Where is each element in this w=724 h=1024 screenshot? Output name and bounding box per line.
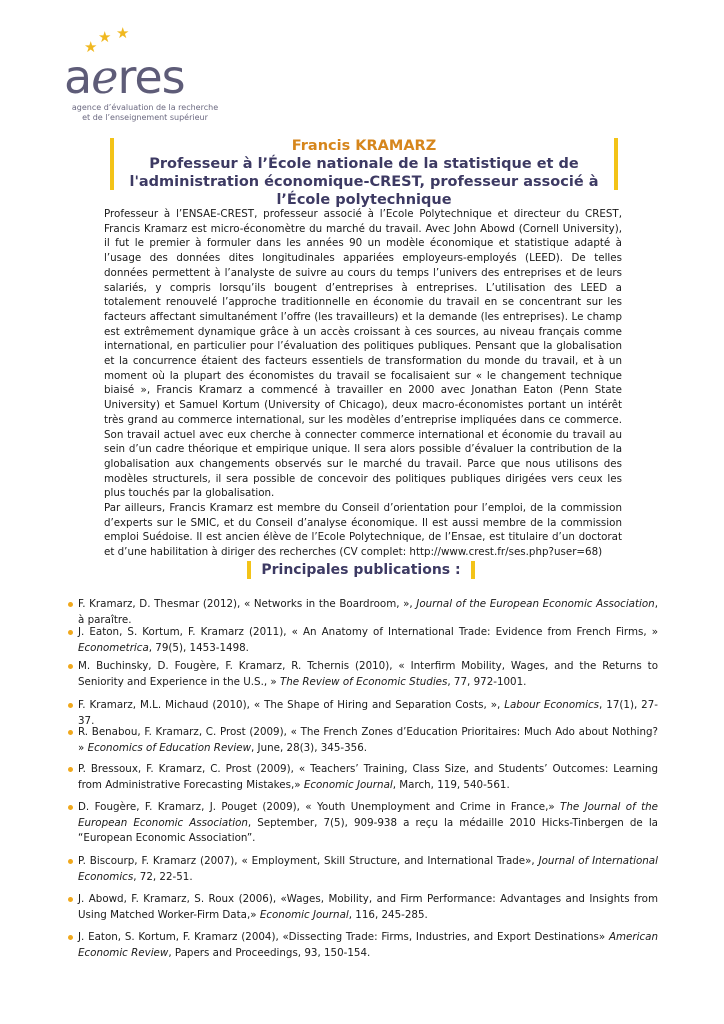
bullet-icon [68, 805, 73, 810]
publication-item: R. Benabou, F. Kramarz, C. Prost (2009), « The French Zones d’Education Prioritaires: Much Ado about Nothing? » Economics of Education Review, June, 28(3), 345-356. [68, 725, 658, 756]
publication-item: M. Buchinsky, D. Fougère, F. Kramarz, R. Tchernis (2010), « Interfirm Mobility, Wages, and the Returns to Seniority and Experience in the U.S., » The Review of Economic Studies, 77, 972-1001. [68, 659, 658, 690]
bullet-icon [68, 897, 73, 902]
bullet-icon [68, 703, 73, 708]
star-icon: ★ [116, 24, 130, 42]
publication-item: F. Kramarz, M.L. Michaud (2010), « The Shape of Hiring and Separation Costs, », Labour Economics, 17(1), 27-37. [68, 698, 658, 729]
publication-item: J. Eaton, S. Kortum, F. Kramarz (2004), «Dissecting Trade: Firms, Industries, and Export Destinations» American Economic Review, Papers and Proceedings, 93, 150-154. [68, 930, 658, 961]
bullet-icon [68, 767, 73, 772]
bullet-icon [68, 859, 73, 864]
publication-item: D. Fougère, F. Kramarz, J. Pouget (2009), « Youth Unemployment and Crime in France,» The Journal of the European Economic Association, September, 7(5), 909-938 a reçu la médaille 2010 Hicks-Tinbergen de la “European Economic Association”. [68, 800, 658, 847]
star-icon: ★ [84, 38, 98, 56]
bullet-icon [68, 602, 73, 607]
publication-item: P. Biscourp, F. Kramarz (2007), « Employment, Skill Structure, and International Trade», Journal of International Economics, 72, 22-51. [68, 854, 658, 885]
star-icon: ★ [98, 28, 112, 46]
logo-wordmark: aeres [64, 50, 185, 104]
bullet-icon [68, 664, 73, 669]
person-title: Professeur à l’École nationale de la statistique et de l'administration économique-CREST, professeur associé à l’École polytechnique [129, 156, 599, 208]
person-name: Francis KRAMARZ [291, 138, 437, 154]
publication-item: J. Eaton, S. Kortum, F. Kramarz (2011), « An Anatomy of International Trade: Evidence from French Firms, » Econometrica, 79(5), 1453-1498. [68, 625, 658, 656]
publication-item: J. Abowd, F. Kramarz, S. Roux (2006), «Wages, Mobility, and Firm Performance: Advantages and Insights from Using Matched Worker-Firm Data,» Economic Journal, 116, 245-285. [68, 892, 658, 923]
bullet-icon [68, 630, 73, 635]
bio-paragraph: Par ailleurs, Francis Kramarz est membre du Conseil d’orientation pour l’emploi, de la commission d’experts sur le SMIC, et du Conseil d’analyse économique. Il est aussi membre de la commission emploi Suédoise. Il est ancien élève de l’Ecole Polytechnique, de l’Ensae, est titulaire d’un doctorat et d’une habilitation à diriger des recherches (CV complet: http://www.crest.fr/ses.php?user=68) [104, 502, 622, 559]
publications-heading [247, 560, 475, 580]
bullet-icon [68, 935, 73, 940]
bullet-icon [68, 730, 73, 735]
biography [104, 207, 622, 560]
aeres-logo [62, 24, 219, 124]
publication-item: P. Bressoux, F. Kramarz, C. Prost (2009), « Teachers’ Training, Class Size, and Students’ Outcomes: Learning from Administrative Forecasting Mistakes,» Economic Journal, March, 119, 540-561. [68, 762, 658, 793]
publications-title: Principales publications : [261, 562, 461, 578]
profile-header [110, 138, 618, 208]
publication-item: F. Kramarz, D. Thesmar (2012), « Networks in the Boardroom, », Journal of the European Economic Association, à paraître. [68, 597, 658, 628]
logo-tagline: agence d’évaluation de la recherche et de l’enseignement supérieur [71, 103, 219, 122]
bio-paragraph: Professeur à l’ENSAE-CREST, professeur associé à l’Ecole Polytechnique et directeur du CREST, Francis Kramarz est micro-économètre du marché du travail. Avec John Abowd (Cornell University), il fut le premier à formuler dans les années 90 un modèle économique et statistique adapté à l’usage des données dites longitudinales appariées employeurs-employés (LEED). De telles données permettent à l’analyste de suivre au cours du temps l’univers des entreprises et de leurs salariés, y compris lorsqu’ils bougent d’entreprises à entreprises. L’utilisation des LEED a totalement renouvelé l’approche traditionnelle en économie du travail en se concentrant sur les facteurs affectant simultanément l’offre (les travailleurs) et la demande (les entreprises). Le champ est extrêmement dynamique grâce à un accès croissant à ces sources, au niveau français comme international, en particulier pour l’évaluation des politiques publiques. Pensant que la globalisation et la concurrence étaient des facteurs essentiels de transformation du monde du travail, et à un moment où la plupart des économistes du travail se focalisaient sur « le changement technique biaisé », Francis Kramarz a commencé à travailler en 2000 avec Jonathan Eaton (Penn State University) et Samuel Kortum (University of Chicago), deux macro-économistes portant un intérêt très grand au commerce international, sur les modèles d’entreprise impliquées dans ce commerce. Son travail actuel avec eux cherche à connecter commerce international et économie du travail au sein d’un cadre théorique et empirique unique. Il sera alors possible d’évaluer la contribution de la globalisation aux changements observés sur le marché du travail. Parce que nous utilisons des modèles structurels, il sera possible de concevoir des politiques publiques dirigées vers ceux les plus touchés par la globalisation. [104, 208, 622, 500]
